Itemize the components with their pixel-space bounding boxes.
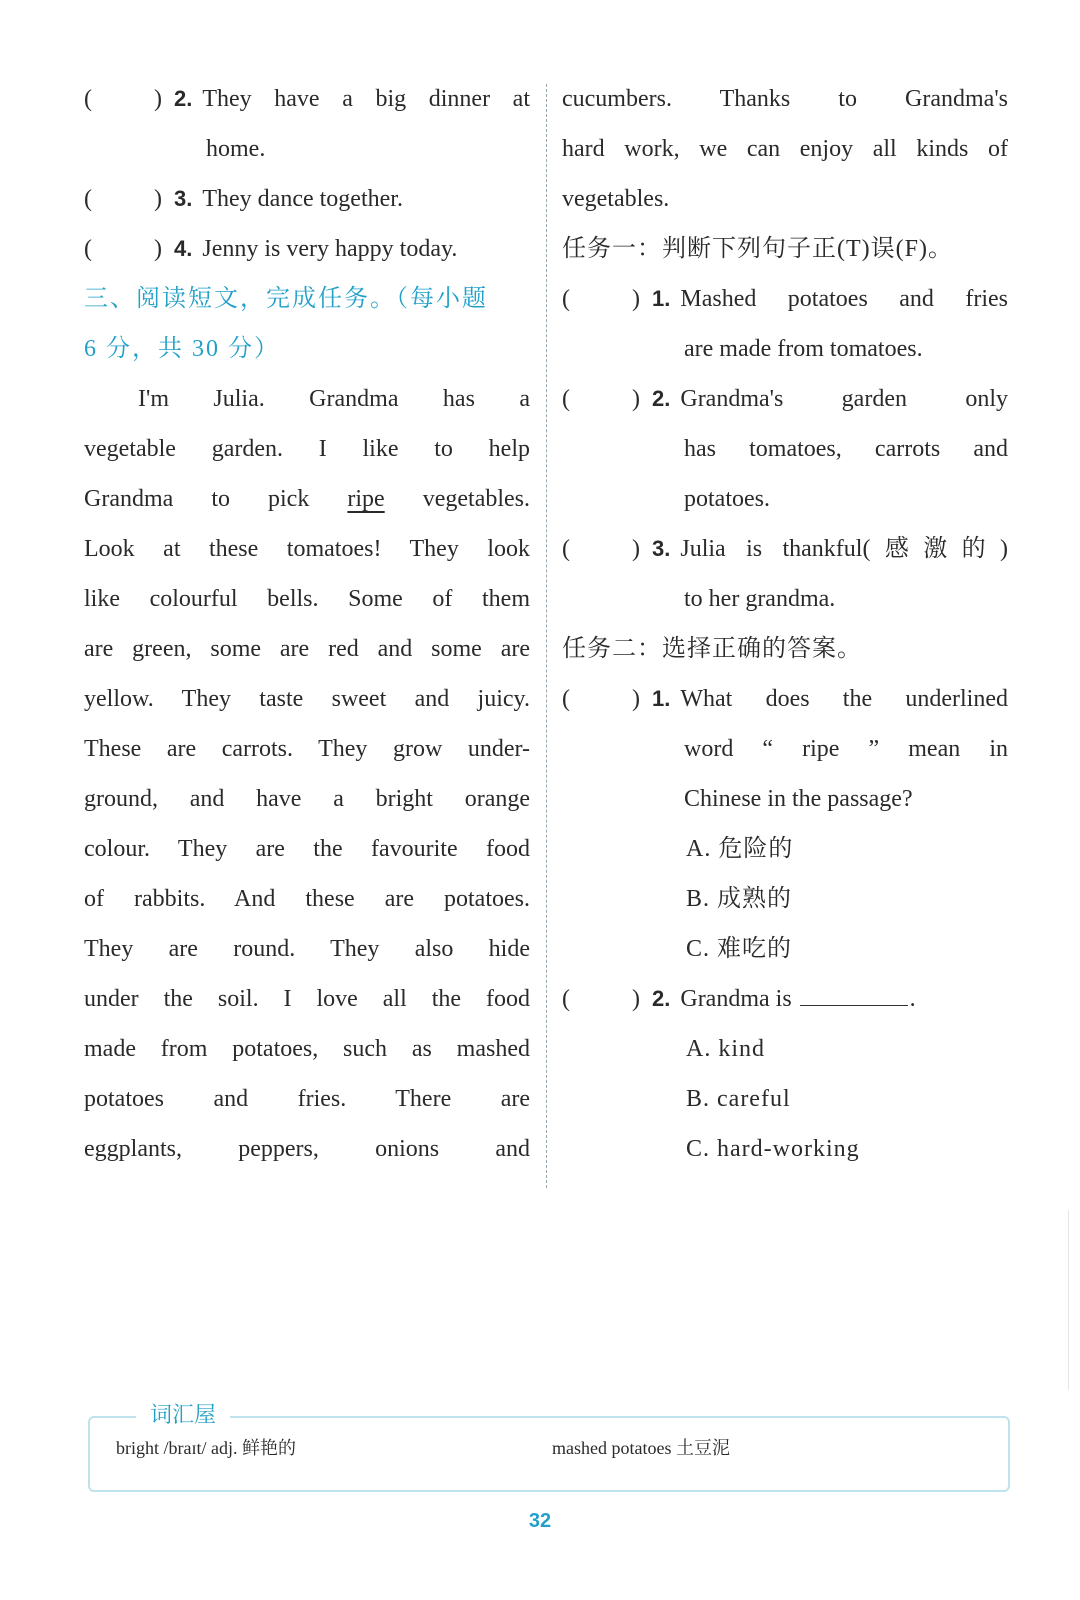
question-number: 2. [652, 986, 671, 1011]
left-column [84, 74, 530, 1174]
right-column [562, 74, 1008, 1174]
question-end: . [909, 986, 916, 1012]
question-text-cont: are made from tomatoes. [684, 336, 923, 362]
passage-line: like colourful bells. Some of them [84, 586, 530, 612]
task-two-title: 任务二：选择正确的答案。 [562, 636, 862, 662]
passage-line: hard work, we can enjoy all kinds of [562, 136, 1008, 162]
answer-paren-open: ( [84, 186, 92, 212]
question-number: 3. [652, 536, 671, 561]
answer-paren-close: ) [154, 236, 162, 262]
task2-question-2 [562, 974, 1008, 1024]
passage-line: vegetables. [562, 186, 670, 212]
column-divider [546, 84, 547, 1188]
passage-line: Look at these tomatoes! They look [84, 536, 530, 562]
page-number: 32 [528, 1510, 552, 1532]
vocab-item-bright: bright /braɪt/ adj. 鲜艳的 [116, 1438, 296, 1458]
question-text: Jenny is very happy today. [202, 236, 458, 262]
question-text: Julia is thankful(感激的) [680, 536, 1008, 562]
section-title: 三、阅读短文，完成任务。（每小题 [84, 286, 488, 312]
answer-paren-open: ( [562, 986, 570, 1012]
passage-line: They are round. They also hide [84, 936, 530, 962]
passage-line: potatoes and fries. There are [84, 1086, 530, 1112]
question-text-cont: home. [206, 136, 266, 162]
answer-paren-close: ) [632, 536, 640, 562]
passage-line: colour. They are the favourite food [84, 836, 530, 862]
question-text-cont: Chinese in the passage? [684, 786, 913, 812]
passage-line: Grandma to pick ripe vegetables. [84, 486, 530, 512]
option-b: B. 成熟的 [686, 886, 793, 912]
question-left-2 [84, 74, 530, 124]
underlined-word: ripe [347, 486, 385, 512]
question-left-4 [84, 224, 530, 274]
question-text: What does the underlined [680, 686, 1008, 712]
passage-line: ground, and have a bright orange [84, 786, 530, 812]
answer-paren-close: ) [632, 686, 640, 712]
answer-paren-close: ) [632, 986, 640, 1012]
passage-line: vegetable garden. I like to help [84, 436, 530, 462]
answer-paren-close: ) [154, 86, 162, 112]
answer-paren-close: ) [632, 286, 640, 312]
answer-blank [800, 975, 908, 1006]
vocabulary-title: 词汇屋 [136, 1398, 230, 1429]
passage-line: under the soil. I love all the food [84, 986, 530, 1012]
task1-question-1 [562, 274, 1008, 324]
question-left-3 [84, 174, 530, 224]
passage-line: of rabbits. And these are potatoes. [84, 886, 530, 912]
question-number: 3. [174, 186, 193, 211]
passage-line: yellow. They taste sweet and juicy. [84, 686, 530, 712]
option-b: B. careful [686, 1086, 791, 1112]
answer-paren-open: ( [84, 236, 92, 262]
question-number: 2. [652, 386, 671, 411]
question-number: 1. [652, 686, 671, 711]
answer-paren-open: ( [562, 686, 570, 712]
question-text-cont: word “ ripe ” mean in [684, 736, 1008, 762]
option-c: C. hard-working [686, 1136, 860, 1162]
answer-paren-open: ( [562, 536, 570, 562]
question-text: Grandma is [680, 986, 792, 1012]
option-c: C. 难吃的 [686, 936, 793, 962]
task2-question-1 [562, 674, 1008, 724]
passage-line: eggplants, peppers, onions and [84, 1136, 530, 1162]
passage-line: made from potatoes, such as mashed [84, 1036, 530, 1062]
answer-paren-open: ( [562, 386, 570, 412]
question-text: Grandma's garden only [680, 386, 1008, 412]
question-text-cont: has tomatoes, carrots and [684, 436, 1008, 462]
passage-line: are green, some are red and some are [84, 636, 530, 662]
question-text: Mashed potatoes and fries [680, 286, 1008, 312]
task-one-title: 任务一：判断下列句子正(T)误(F)。 [562, 236, 953, 262]
answer-paren-open: ( [84, 86, 92, 112]
question-text-cont: potatoes. [684, 486, 770, 512]
option-a: A. 危险的 [686, 836, 794, 862]
answer-paren-close: ) [154, 186, 162, 212]
question-text: They dance together. [202, 186, 403, 212]
question-text-cont: to her grandma. [684, 586, 836, 612]
passage-line: These are carrots. They grow under- [84, 736, 530, 762]
answer-paren-open: ( [562, 286, 570, 312]
passage-line: I'm Julia. Grandma has a [138, 386, 530, 412]
passage-line: cucumbers. Thanks to Grandma's [562, 86, 1008, 112]
option-a: A. kind [686, 1036, 765, 1062]
question-number: 2. [174, 86, 193, 111]
task1-question-2 [562, 374, 1008, 424]
task1-question-3 [562, 524, 1008, 574]
section-title-cont: 6 分，共 30 分） [84, 336, 280, 362]
vocab-item-mashed-potatoes: mashed potatoes 土豆泥 [552, 1438, 730, 1458]
question-text: They have a big dinner at [202, 86, 530, 112]
question-number: 4. [174, 236, 193, 261]
page-edge-mark [1068, 1210, 1069, 1390]
question-number: 1. [652, 286, 671, 311]
answer-paren-close: ) [632, 386, 640, 412]
